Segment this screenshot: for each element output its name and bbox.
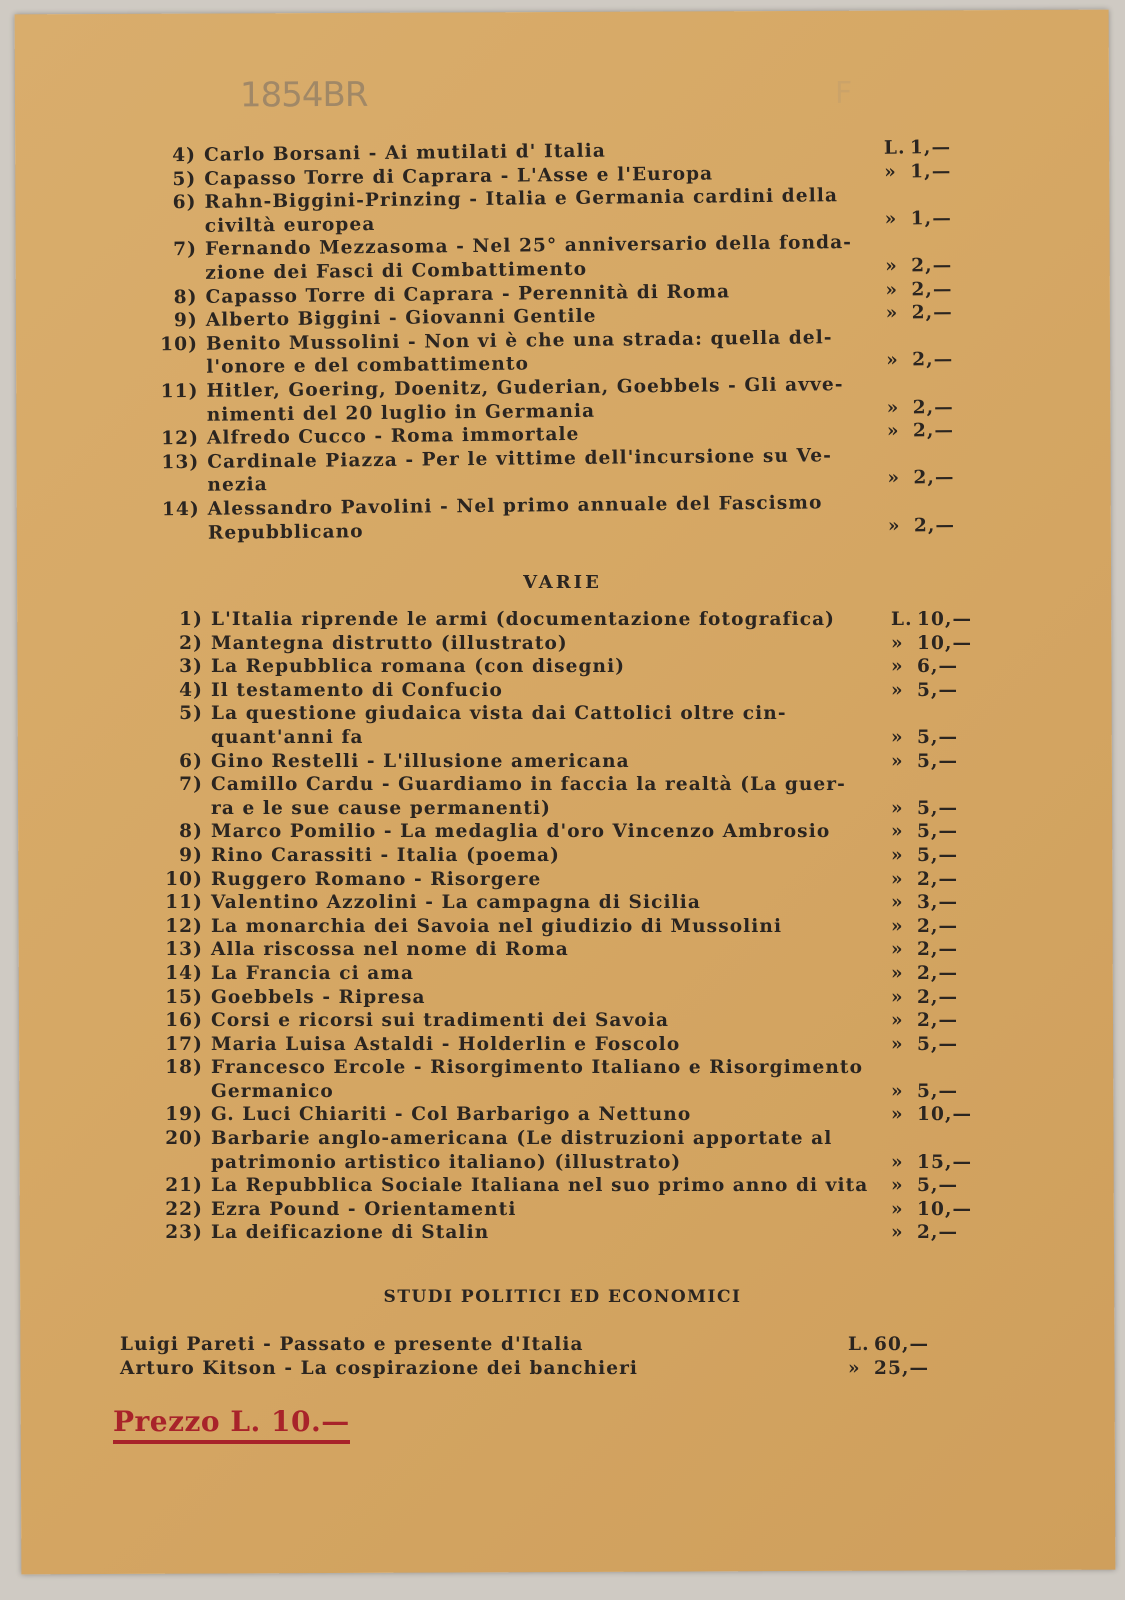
list-item xyxy=(155,750,995,774)
item-price xyxy=(871,1221,995,1245)
item-price xyxy=(867,442,991,490)
item-title xyxy=(120,1357,828,1381)
item-title-line: La Repubblica Sociale Italiana nel suo primo anno di vita xyxy=(211,1175,869,1197)
item-number: 7) xyxy=(173,239,198,261)
item-title xyxy=(211,608,871,632)
price-prefix: » xyxy=(891,986,904,1008)
item-number: 12) xyxy=(165,915,203,937)
item-title-line: Arturo Kitson - La cospirazione dei banchieri xyxy=(120,1357,639,1379)
item-title xyxy=(211,1174,871,1198)
price-prefix: » xyxy=(891,844,904,866)
price-amount: 5,— xyxy=(917,1080,959,1102)
item-number: 14) xyxy=(165,962,203,984)
item-title-line: Ezra Pound - Orientamenti xyxy=(211,1198,517,1220)
item-number: 6) xyxy=(172,192,197,214)
list-item xyxy=(155,632,995,656)
price-prefix: » xyxy=(891,1198,904,1220)
price-prefix: » xyxy=(891,632,904,654)
item-price xyxy=(871,891,995,915)
item-title-line: Fernando Mezzasoma - Nel 25° anniversario della fonda- xyxy=(204,232,853,261)
item-price xyxy=(871,962,995,986)
item-price xyxy=(866,301,990,326)
item-title-line: L'Italia riprende le armi (documentazione fotografica) xyxy=(211,609,836,630)
item-title-line: Mantegna distrutto (illustrato) xyxy=(211,632,568,654)
price-prefix: » xyxy=(891,915,904,937)
list-item xyxy=(155,679,995,703)
item-price xyxy=(871,773,995,820)
price-prefix: » xyxy=(891,1080,904,1102)
item-title-line: ra e le sue cause permanenti) xyxy=(211,797,551,819)
item-number: 2) xyxy=(179,632,203,654)
price-prefix: » xyxy=(891,1222,904,1244)
list-item xyxy=(155,915,995,939)
item-title-line: zione dei Fasci di Combattimento xyxy=(205,258,588,284)
price-amount: 5,— xyxy=(917,821,959,843)
item-title xyxy=(205,231,865,285)
price-prefix: » xyxy=(891,1151,904,1173)
item-price xyxy=(871,679,995,703)
price-amount: 10,— xyxy=(917,1198,973,1220)
price-prefix: L. xyxy=(883,137,906,159)
item-price xyxy=(871,632,995,656)
list-item xyxy=(155,962,995,986)
item-number: 13) xyxy=(161,451,200,474)
item-number: 9) xyxy=(173,310,198,332)
price-prefix: » xyxy=(884,208,898,230)
list-item xyxy=(155,844,995,868)
item-price xyxy=(871,702,995,749)
price-amount: 6,— xyxy=(917,656,959,678)
list-item xyxy=(155,1009,995,1033)
item-number: 23) xyxy=(165,1222,203,1244)
item-price xyxy=(868,489,992,537)
price-prefix: » xyxy=(887,467,901,489)
item-title-line: Il testamento di Confucio xyxy=(211,679,503,701)
item-title-line: l'onore e del combattimento xyxy=(206,353,530,379)
item-number: 10) xyxy=(165,868,203,890)
item-number: 7) xyxy=(179,774,203,796)
item-price xyxy=(866,324,990,372)
price-amount: 60,— xyxy=(874,1334,930,1355)
item-title-line: Rino Carassiti - Italia (poema) xyxy=(211,844,560,866)
list-item xyxy=(155,1056,995,1103)
list-item xyxy=(155,1127,995,1174)
price-amount: 5,— xyxy=(917,1175,959,1197)
item-price xyxy=(871,750,995,774)
item-title-line: La questione giudaica vista dai Cattolici oltre cin- xyxy=(211,703,787,725)
list-item xyxy=(155,655,995,679)
list-item xyxy=(152,489,992,545)
item-price xyxy=(864,183,988,231)
item-title xyxy=(211,1009,871,1033)
political-publications-list xyxy=(148,136,992,546)
price-amount: 5,— xyxy=(917,1033,959,1055)
item-title xyxy=(211,1221,871,1245)
item-title xyxy=(211,702,871,749)
price-amount: 15,— xyxy=(917,1151,973,1173)
item-title-line: Benito Mussolini - Non vi è che una strada: quella del- xyxy=(205,326,833,355)
item-number: 20) xyxy=(165,1128,203,1150)
item-price xyxy=(871,868,995,892)
item-price xyxy=(866,372,990,420)
item-title-line: Alla riscossa nel nome di Roma xyxy=(211,939,569,961)
item-title xyxy=(211,986,871,1010)
price-amount: 2,— xyxy=(912,420,955,442)
price-amount: 2,— xyxy=(917,939,959,961)
item-price xyxy=(871,986,995,1010)
item-price xyxy=(871,915,995,939)
price-amount: 1,— xyxy=(910,160,952,183)
cover-price: Prezzo L. 10.— xyxy=(113,1405,350,1444)
section-heading-studi: STUDI POLITICI ED ECONOMICI xyxy=(383,1287,742,1307)
item-title-line: Capasso Torre di Caprara - L'Asse e l'Europa xyxy=(204,163,714,190)
item-title xyxy=(206,326,866,380)
varie-list xyxy=(155,608,995,1245)
item-title-line: Repubblicano xyxy=(207,520,364,544)
item-title xyxy=(211,1103,871,1127)
list-item xyxy=(155,1103,995,1127)
item-price xyxy=(871,1033,995,1057)
item-price xyxy=(865,277,989,302)
price-amount: 2,— xyxy=(917,1010,959,1032)
item-title-line: Alberto Biggini - Giovanni Gentile xyxy=(205,305,597,331)
price-prefix: » xyxy=(891,726,904,748)
item-title-line: patrimonio artistico italiano) (illustrato) xyxy=(211,1151,682,1173)
item-title-line: Camillo Cardu - Guardiamo in faccia la realtà (La guer- xyxy=(211,774,846,796)
list-item xyxy=(155,820,995,844)
price-amount: 2,— xyxy=(917,915,959,937)
price-prefix: » xyxy=(891,1010,904,1032)
price-amount: 2,— xyxy=(917,868,959,890)
item-title-line: G. Luci Chiariti - Col Barbarigo a Nettuno xyxy=(211,1104,692,1126)
item-price xyxy=(828,1333,960,1357)
item-title-line: Rahn-Biggini-Prinzing - Italia e Germania cardini della xyxy=(204,185,839,214)
item-price xyxy=(871,820,995,844)
item-title-line: Francesco Ercole - Risorgimento Italiano e Risorgimento xyxy=(211,1057,864,1079)
item-title-line: Gino Restelli - L'illusione americana xyxy=(211,750,630,772)
price-amount: 1,— xyxy=(909,136,952,159)
price-prefix: » xyxy=(891,821,904,843)
item-number: 6) xyxy=(179,750,203,772)
item-price xyxy=(871,1009,995,1033)
price-prefix: » xyxy=(885,255,899,277)
item-number: 4) xyxy=(172,144,197,167)
item-title xyxy=(208,491,868,545)
item-price xyxy=(871,1056,995,1103)
item-number: 16) xyxy=(165,1010,203,1032)
list-item xyxy=(155,1033,995,1057)
item-title-line: Corsi e ricorsi sui tradimenti dei Savoia xyxy=(211,1010,670,1032)
section-heading-varie: VARIE xyxy=(523,572,602,593)
item-title xyxy=(211,938,871,962)
price-prefix: » xyxy=(891,1175,904,1197)
item-title-line: Carlo Borsani - Ai mutilati d' Italia xyxy=(203,140,606,166)
item-title xyxy=(120,1333,828,1357)
price-prefix: » xyxy=(891,1033,904,1055)
item-number: 21) xyxy=(165,1175,203,1197)
list-item xyxy=(155,938,995,962)
item-title xyxy=(211,868,871,892)
price-amount: 10,— xyxy=(917,632,973,654)
faint-handwriting: F xyxy=(834,75,853,111)
item-title xyxy=(207,444,867,498)
item-title xyxy=(211,750,871,774)
price-amount: 2,— xyxy=(912,349,954,371)
item-number: 1) xyxy=(179,609,203,630)
item-title-line: La Repubblica romana (con disegni) xyxy=(211,656,626,678)
price-amount: 5,— xyxy=(917,797,959,819)
item-title-line: Capasso Torre di Caprara - Perennità di Roma xyxy=(205,280,731,308)
item-price xyxy=(871,844,995,868)
price-prefix: L. xyxy=(848,1334,870,1355)
price-prefix: » xyxy=(886,349,900,372)
price-prefix: » xyxy=(891,656,904,678)
price-prefix: » xyxy=(891,868,904,890)
price-amount: 2,— xyxy=(911,302,953,324)
item-price xyxy=(871,1174,995,1198)
item-title-line: Alfredo Cucco - Roma immortale xyxy=(206,424,580,449)
item-price xyxy=(871,655,995,679)
list-item xyxy=(120,1333,960,1357)
item-title-line: quant'anni fa xyxy=(211,726,364,748)
item-title xyxy=(211,1056,871,1103)
studi-list xyxy=(120,1333,960,1380)
item-title xyxy=(204,184,864,238)
item-title xyxy=(211,655,871,679)
item-title xyxy=(211,632,871,656)
list-item xyxy=(155,1198,995,1222)
item-number: 13) xyxy=(165,939,203,961)
list-item xyxy=(155,608,995,632)
price-amount: 25,— xyxy=(874,1357,930,1379)
price-amount: 2,— xyxy=(913,467,955,489)
item-title-line: civiltà europea xyxy=(204,213,376,237)
price-amount: 10,— xyxy=(917,609,973,630)
item-title xyxy=(211,891,871,915)
item-number: 3) xyxy=(179,656,203,678)
item-number: 8) xyxy=(173,286,198,308)
item-price xyxy=(828,1357,960,1381)
item-number: 15) xyxy=(165,986,203,1008)
list-item xyxy=(120,1357,960,1381)
handwritten-note: 1854BR xyxy=(239,74,368,116)
item-title xyxy=(211,1127,871,1174)
item-number: 9) xyxy=(179,844,203,866)
item-title-line: Barbarie anglo-americana (Le distruzioni apportate al xyxy=(211,1128,833,1150)
list-item xyxy=(155,986,995,1010)
item-title-line: Alessandro Pavolini - Nel primo annuale del Fascismo xyxy=(207,492,823,520)
list-item xyxy=(155,891,995,915)
price-amount: 2,— xyxy=(917,962,959,984)
item-title xyxy=(206,373,866,427)
item-title xyxy=(211,773,871,820)
list-item xyxy=(155,1221,995,1245)
item-title xyxy=(211,962,871,986)
list-item xyxy=(155,773,995,820)
item-title-line: La deificazione di Stalin xyxy=(211,1222,490,1244)
item-title-line: Ruggero Romano - Risorgere xyxy=(211,868,542,890)
item-title-line: La Francia ci ama xyxy=(211,962,415,984)
item-title-line: La monarchia dei Savoia nel giudizio di Mussolini xyxy=(211,915,783,937)
item-number: 12) xyxy=(161,428,200,450)
item-title-line: nezia xyxy=(207,474,268,497)
price-prefix: » xyxy=(886,420,900,442)
item-price xyxy=(864,159,988,184)
item-title-line: Goebbels - Ripresa xyxy=(211,986,426,1008)
item-title xyxy=(211,679,871,703)
item-number: 22) xyxy=(165,1198,203,1220)
item-number: 18) xyxy=(165,1057,203,1079)
price-prefix: L. xyxy=(891,609,913,630)
item-number: 4) xyxy=(179,679,203,701)
list-item xyxy=(155,702,995,749)
item-title-line: Germanico xyxy=(211,1080,334,1102)
price-amount: 3,— xyxy=(917,892,959,914)
price-prefix: » xyxy=(848,1357,861,1379)
item-number: 5) xyxy=(172,168,197,190)
item-price xyxy=(864,136,988,161)
price-amount: 2,— xyxy=(917,986,959,1008)
price-amount: 5,— xyxy=(917,750,959,772)
price-amount: 1,— xyxy=(910,207,952,230)
item-number: 11) xyxy=(165,892,203,914)
list-item xyxy=(155,868,995,892)
item-price xyxy=(867,419,991,444)
item-number: 8) xyxy=(179,821,203,843)
price-amount: 2,— xyxy=(912,396,954,418)
item-title-line: Hitler, Goering, Doenitz, Guderian, Goebbels - Gli avve- xyxy=(206,374,844,402)
price-prefix: » xyxy=(891,892,904,914)
item-title-line: Valentino Azzolini - La campagna di Sicilia xyxy=(211,892,701,914)
item-price xyxy=(871,608,995,632)
item-number: 17) xyxy=(165,1033,203,1055)
item-title xyxy=(211,1198,871,1222)
item-title-line: Marco Pomilio - La medaglia d'oro Vincenzo Ambrosio xyxy=(211,821,831,843)
price-prefix: » xyxy=(891,962,904,984)
price-prefix: » xyxy=(884,161,898,183)
item-number: 5) xyxy=(179,703,203,725)
item-price xyxy=(871,1198,995,1222)
price-amount: 5,— xyxy=(917,679,959,701)
item-number: 14) xyxy=(161,498,200,521)
price-prefix: » xyxy=(887,515,901,537)
item-number: 11) xyxy=(160,380,199,403)
price-prefix: » xyxy=(891,797,904,819)
item-number: 19) xyxy=(165,1104,203,1126)
price-amount: 2,— xyxy=(913,514,956,536)
price-prefix: » xyxy=(891,679,904,701)
list-item xyxy=(155,1174,995,1198)
price-prefix: » xyxy=(885,279,899,301)
price-prefix: » xyxy=(886,397,900,419)
price-prefix: » xyxy=(891,750,904,772)
item-title-line: Maria Luisa Astaldi - Holderlin e Foscolo xyxy=(211,1033,681,1055)
item-price xyxy=(871,938,995,962)
price-amount: 5,— xyxy=(917,726,959,748)
item-price xyxy=(865,230,989,278)
item-price xyxy=(871,1103,995,1127)
price-prefix: » xyxy=(891,939,904,961)
item-title xyxy=(211,844,871,868)
price-amount: 5,— xyxy=(917,844,959,866)
item-title-line: nimenti del 20 luglio in Germania xyxy=(206,400,596,426)
item-title xyxy=(211,1033,871,1057)
item-title xyxy=(211,915,871,939)
item-title-line: Cardinale Piazza - Per le vittime dell'incursione su Ve- xyxy=(207,444,833,473)
price-prefix: » xyxy=(891,1104,904,1126)
price-amount: 2,— xyxy=(911,278,953,300)
item-number: 10) xyxy=(160,333,199,356)
price-prefix: » xyxy=(885,302,899,324)
item-title xyxy=(211,820,871,844)
price-amount: 2,— xyxy=(911,254,953,277)
item-title-line: Luigi Pareti - Passato e presente d'Italia xyxy=(120,1334,584,1355)
price-amount: 10,— xyxy=(917,1104,973,1126)
price-amount: 2,— xyxy=(917,1222,959,1244)
item-price xyxy=(871,1127,995,1174)
